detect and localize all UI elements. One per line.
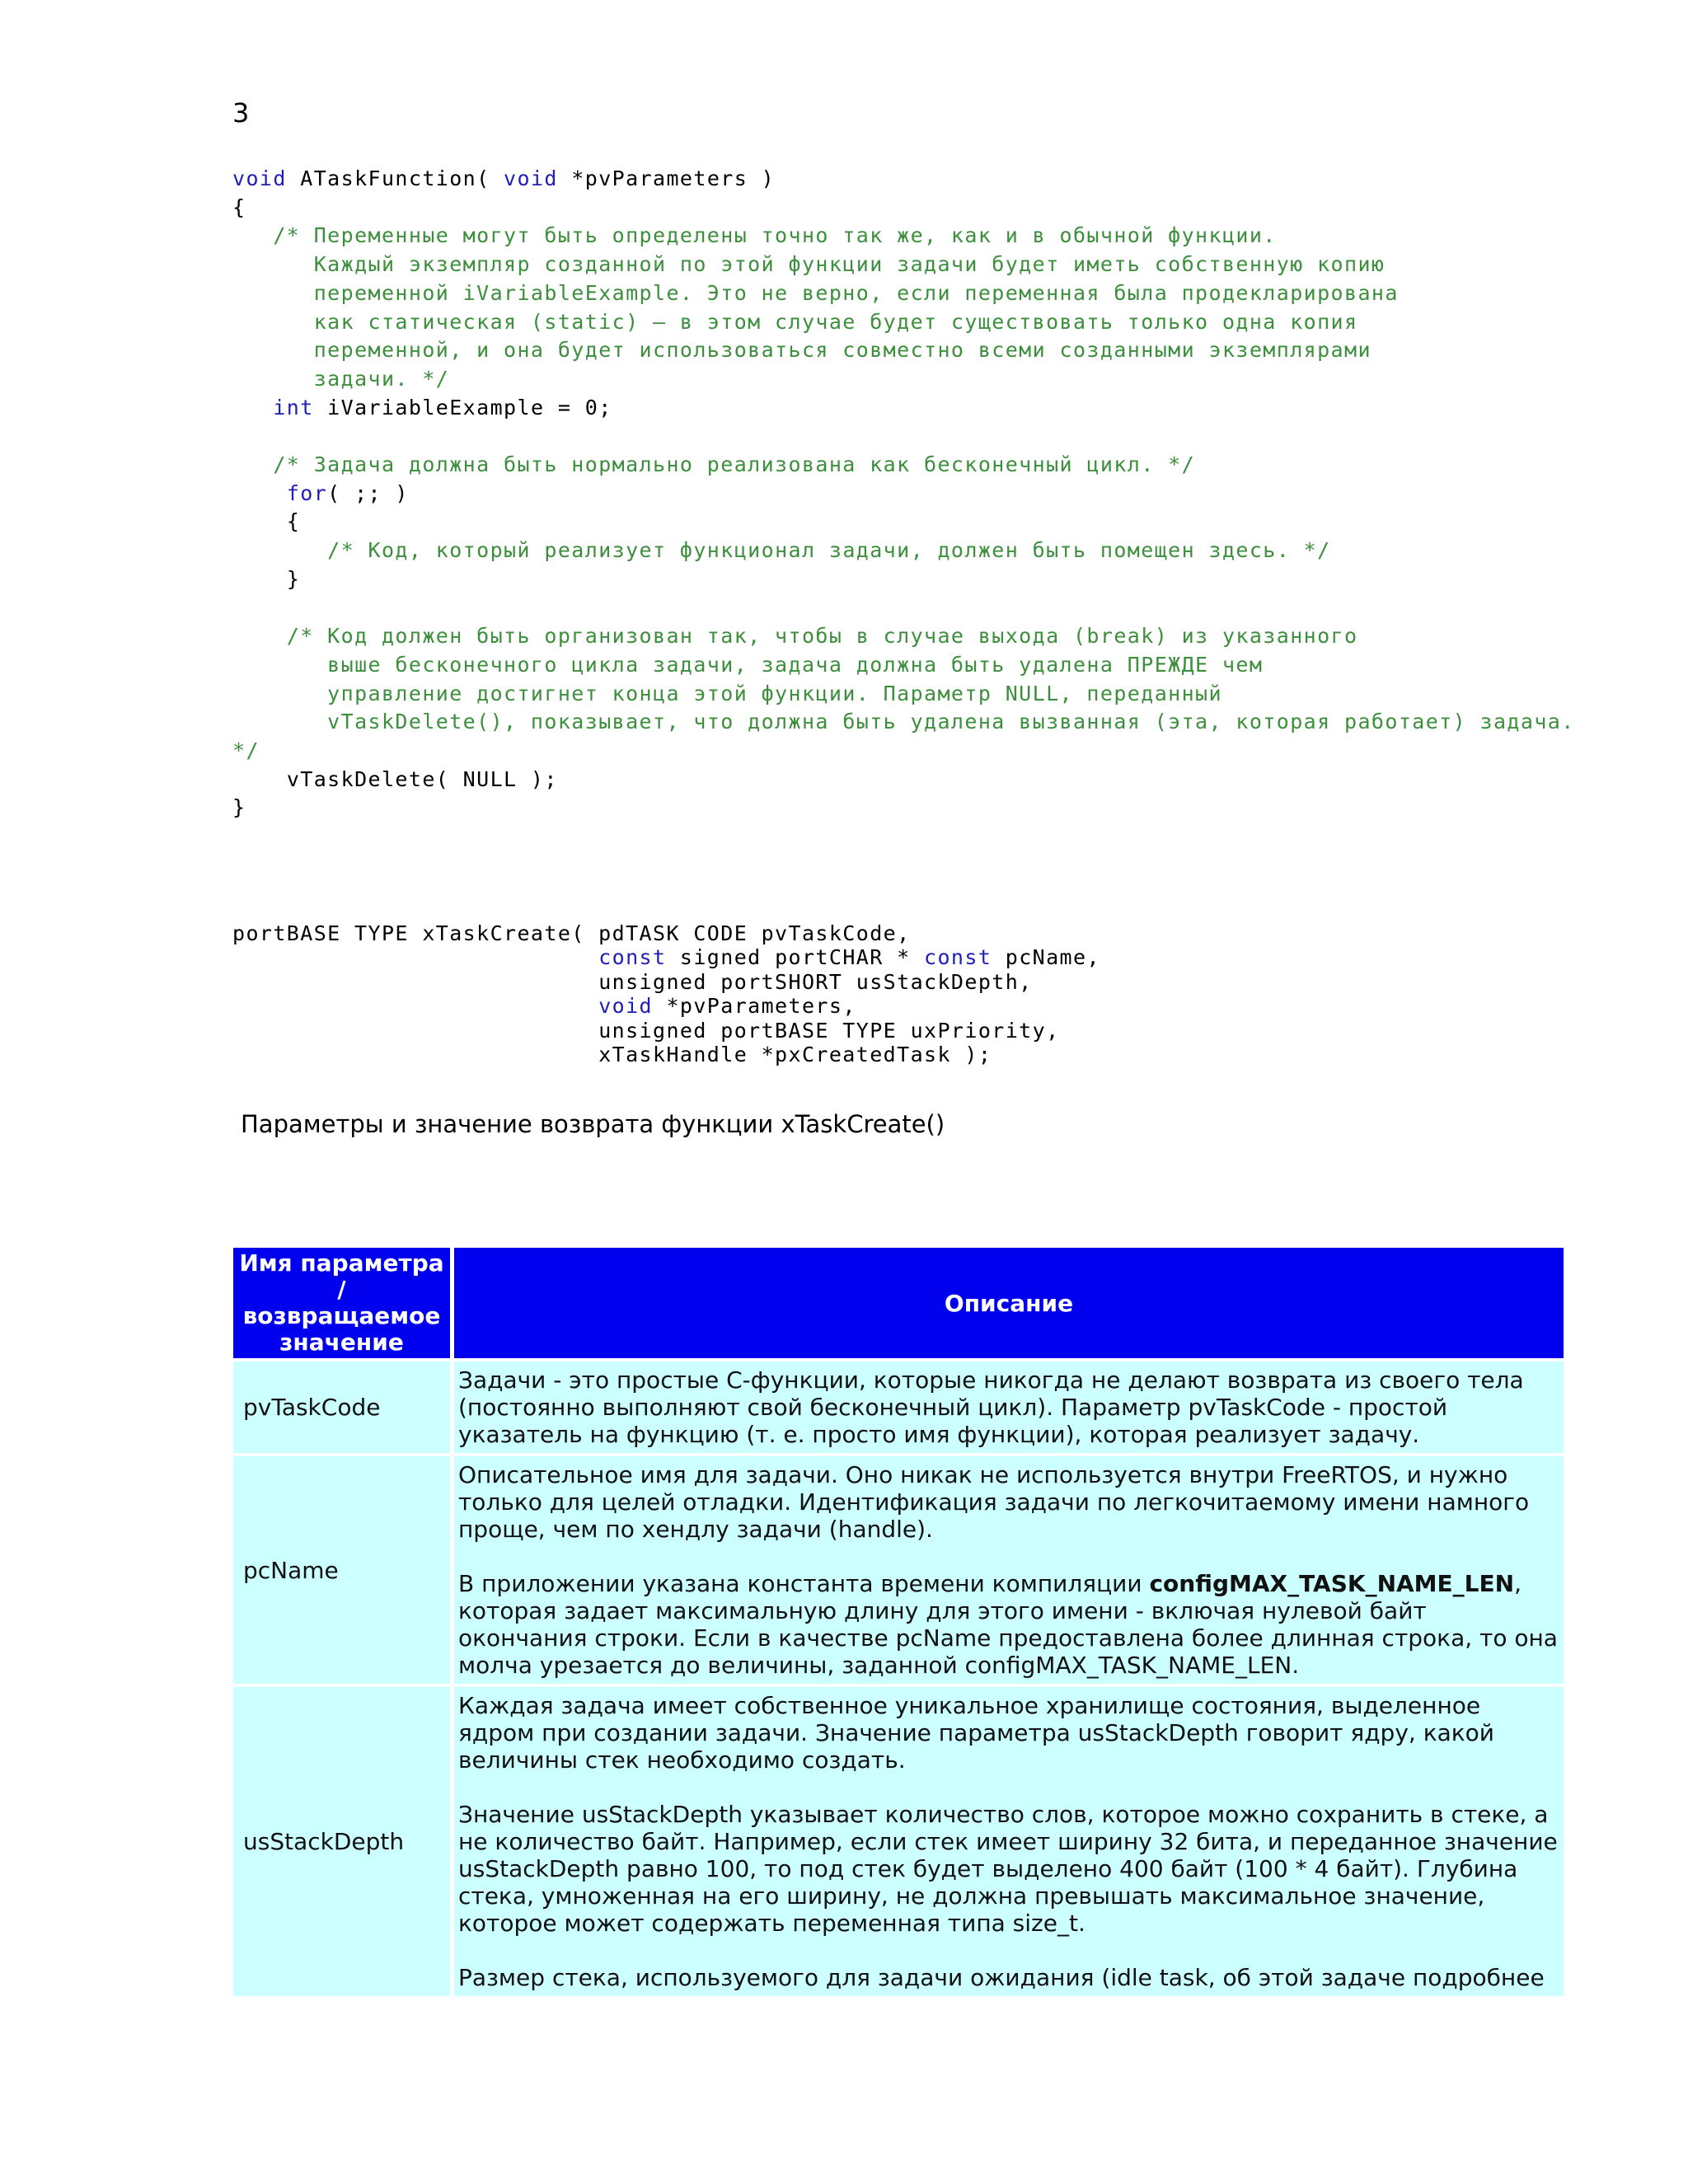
parameter-description-cell: [454, 1687, 1564, 1996]
code-text: }: [232, 795, 246, 820]
task-function-code-block: [232, 165, 1575, 823]
code-text: *pvParameters ): [557, 166, 776, 190]
code-text: ( ;; ): [327, 480, 409, 505]
code-text: {: [232, 194, 246, 219]
xtaskcreate-prototype-code-block: [232, 921, 1100, 1066]
code-keyword: void: [232, 166, 287, 190]
code-comment: */: [232, 738, 260, 763]
code-comment: выше бесконечного цикла задачи, задача должна быть удалена ПРЕЖДЕ чем: [286, 652, 1264, 677]
header-description: Описание: [454, 1248, 1564, 1358]
parameter-name-cell: pcName: [233, 1456, 450, 1684]
description-paragraph: Задачи - это простые C-функции, которые никогда не делают возврата из своего тела (постоянно выполняют свой бесконечный цикл). Параметр pvTaskCode - простой указатель на функцию (т. е. просто имя функции), которая реализует задачу.: [458, 1366, 1524, 1448]
code-comment: переменной, и она будет использоваться совместно всеми созданными экземплярами: [273, 338, 1372, 363]
code-comment: задачи. */: [273, 366, 450, 391]
table-row: [233, 1361, 1564, 1453]
code-text: portBASE TYPE xTaskCreate( pdTASK CODE pvTaskCode,: [232, 921, 911, 945]
parameters-table: [229, 1244, 1568, 1999]
code-comment: Каждый экземпляр созданной по этой функции задачи будет иметь собственную копию: [273, 252, 1386, 277]
description-paragraph: [458, 1570, 1559, 1679]
code-text: ATaskFunction(: [286, 166, 504, 190]
code-comment: /* Задача должна быть нормально реализована как бесконечный цикл. */: [273, 452, 1196, 477]
code-comment: управление достигнет конца этой функции. Параметр NULL, переданный: [286, 681, 1222, 705]
code-keyword: const: [598, 945, 667, 970]
code-comment: vTaskDelete(), показывает, что должна быть удалена вызванная (эта, которая работает) задача.: [286, 710, 1575, 734]
table-header-row: [233, 1248, 1564, 1358]
code-text: }: [286, 566, 301, 591]
description-paragraph: Описательное имя для задачи. Оно никак не используется внутри FreeRTOS, и нужно только для целей отладки. Идентификация задачи по легкочитаемому имени намного проще, чем по хендлу задачи (handle).: [458, 1461, 1530, 1543]
code-text: unsigned portSHORT usStackDepth,: [598, 969, 1033, 994]
description-text: В приложении указана константа времени компиляции: [458, 1570, 1150, 1597]
description-text: , которая задает максимальную длину для этого имени - включая нулевой байт окончания строки. Если в качестве pcName предоставлена более длинная строка, то она молча урезается до величины, заданной configMAX_TASK_NAME_LEN.: [458, 1570, 1558, 1679]
code-text: vTaskDelete( NULL );: [286, 766, 558, 791]
code-comment: /* Переменные могут быть определены точно так же, как и в обычной функции.: [273, 223, 1277, 248]
parameter-description-cell: [454, 1456, 1564, 1684]
parameter-name-cell: usStackDepth: [233, 1687, 450, 1996]
description-paragraph: Каждая задача имеет собственное уникальное хранилище состояния, выделенное ядром при создании задачи. Значение параметра usStackDepth говорит ядру, какой величины стек необходимо создать.: [458, 1692, 1495, 1774]
constant-name: configMAX_TASK_NAME_LEN: [1149, 1570, 1515, 1597]
code-text: unsigned portBASE TYPE uxPriority,: [598, 1018, 1060, 1043]
code-text: *pvParameters,: [653, 994, 856, 1019]
page-number: 3: [232, 97, 250, 129]
code-text: {: [286, 509, 301, 534]
description-paragraph: Размер стека, используемого для задачи ожидания (idle task, об этой задаче подробнее: [458, 1964, 1545, 1991]
code-comment: /* Код должен быть организован так, чтобы в случае выхода (break) из указанного: [286, 624, 1358, 649]
code-text: pcName,: [992, 945, 1100, 970]
parameter-name-cell: pvTaskCode: [233, 1361, 450, 1453]
table-caption: Параметры и значение возврата функции xTaskCreate(): [241, 1110, 945, 1138]
code-keyword: const: [924, 945, 992, 970]
code-keyword: for: [286, 480, 328, 505]
code-text: signed portCHAR *: [666, 945, 925, 970]
header-parameter-name: Имя параметра / возвращаемое значение: [233, 1248, 450, 1358]
description-paragraph: Значение usStackDepth указывает количество слов, которое можно сохранить в стеке, а не количество байт. Например, если стек имеет ширину 32 бита, и переданное значение usStackDepth равно 100, то под стек будет выделено 400 байт (100 * 4 байт). Глубина стека, умноженная на его ширину, не должна превышать максимальное значение, которое может содержать переменная типа size_t.: [458, 1801, 1558, 1937]
code-text: xTaskHandle *pxCreatedTask );: [598, 1043, 992, 1067]
code-keyword: void: [598, 994, 653, 1019]
parameter-description-cell: [454, 1361, 1564, 1453]
code-comment: как статическая (static) – в этом случае будет существовать только одна копия: [273, 309, 1358, 334]
code-text: iVariableExample = 0;: [313, 395, 612, 419]
code-comment: /* Код, который реализует функционал задачи, должен быть помещен здесь. */: [327, 538, 1331, 563]
code-keyword: void: [504, 166, 558, 190]
code-comment: переменной iVariableExample. Это не верно, если переменная была продекларирована: [273, 280, 1399, 305]
table-row: [233, 1687, 1564, 1996]
code-keyword: int: [273, 395, 314, 419]
table-row: [233, 1456, 1564, 1684]
